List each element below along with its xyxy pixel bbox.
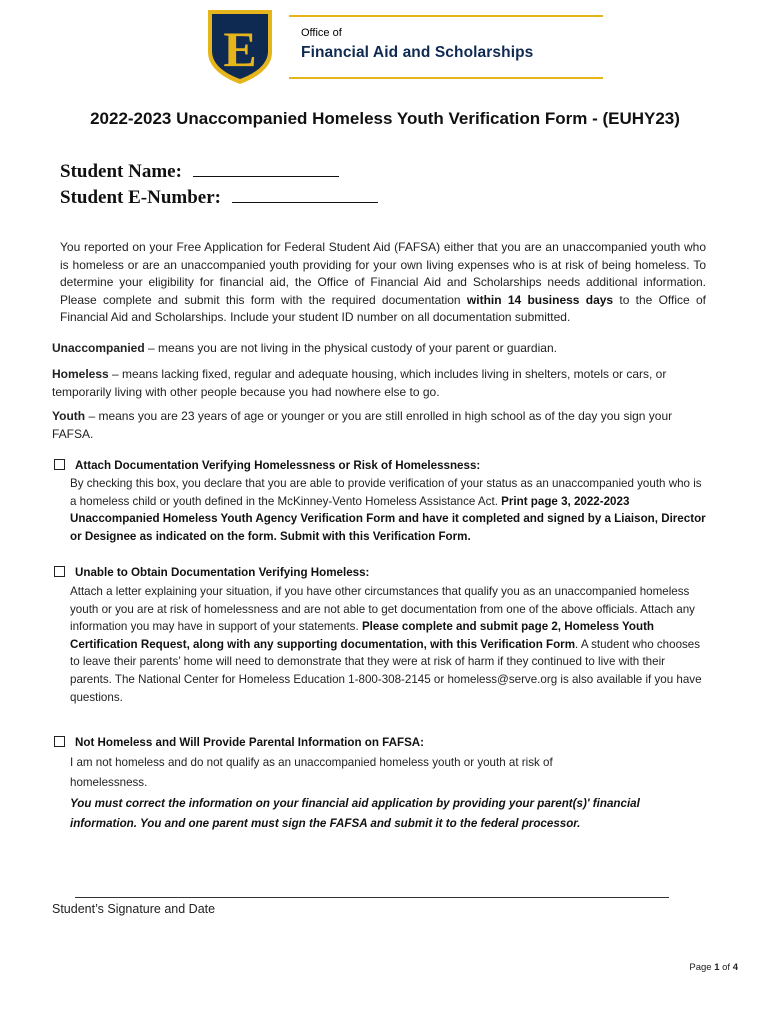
student-enumber-blank[interactable]: [232, 188, 378, 203]
option-instruction: Please complete and submit page 2, Homeless Youth Certification Request, along with any supporting documentation, with this Verification Form: [70, 620, 655, 651]
signature-line[interactable]: [75, 897, 669, 898]
definition-text: – means you are not living in the physical custody of your parent or guardian.: [148, 341, 557, 355]
form-title: 2022-2023 Unaccompanied Homeless Youth Verification Form - (EUHY23): [90, 109, 680, 128]
checkbox-attach-documentation[interactable]: [54, 459, 65, 470]
student-name-field: [60, 161, 339, 183]
header-bottom-rule: [289, 77, 603, 79]
option-heading: Attach Documentation Verifying Homelessness or Risk of Homelessness:: [75, 459, 481, 472]
option-body: [70, 475, 706, 545]
intro-text: You reported on your Free Application for Federal Student Aid (FAFSA) either that you are an unaccompanied youth who is homeless or are an unaccompanied youth providing for your own living expenses who is at risk of being homeless. To determine your eligibility for financial aid, the Office of Financial Aid and Scholarships needs additional information. Please complete and submit this form with the required documentation: [60, 240, 706, 307]
option-text: I am not homeless and do not qualify as an unaccompanied homeless youth or youth at risk of homelessness.: [70, 756, 553, 789]
signature-label: Student’s Signature and Date: [52, 902, 216, 916]
option-heading: Not Homeless and Will Provide Parental Information on FAFSA:: [75, 736, 425, 749]
definition-unaccompanied: [52, 340, 712, 358]
option-instruction: Print page 3, 2022-2023 Unaccompanied Homeless Youth Agency Verification Form and have it completed and signed by a Liaison, Director or Designee as indicated on the form. Submit with this Verification Form.: [70, 494, 706, 543]
option-warning-text: You must correct the information on your financial aid application by providing your parent(s)' financial information. You and one parent must sign the FAFSA and submit it to the federal processor.: [70, 797, 640, 830]
header-top-rule: [289, 15, 603, 17]
intro-text-end: to the Office of Financial Aid and Scholarships. Include your student ID number on all documentation submitted.: [60, 292, 707, 325]
option-text: By checking this box, you declare that you are able to provide verification of your status as an unaccompanied youth who is a homeless child or youth defined in the McKinney-Vento Homeless Assistance Act.: [70, 477, 702, 508]
office-of-label: Office of: [301, 27, 342, 39]
intro-deadline: within 14 business days: [466, 292, 614, 307]
option-text-end: . A student who chooses to leave their parents’ home will need to demonstrate that they were at risk of harm if they continued to live with their parents. The National Center for Homeless Education 1-800-308-2145 or homeless@serve.org is also available if you have questions.: [70, 637, 702, 704]
definition-term: Youth: [52, 409, 86, 423]
option-warning: [70, 794, 690, 834]
page-of: of: [722, 962, 731, 973]
page-total: 4: [732, 962, 738, 973]
definition-youth: [52, 408, 712, 443]
page-number: [0, 962, 738, 973]
definition-text: – means you are 23 years of age or younger or you are still enrolled in high school as of the day you sign your FAFSA.: [52, 409, 673, 441]
option-text: Attach a letter explaining your situation, if you have other circumstances that qualify you as an unaccompanied homeless youth or you are at risk of homelessness and are not able to get documentation from one of the above officials. Attach any information you may have in support of your statements.: [70, 585, 695, 634]
checkbox-not-homeless[interactable]: [54, 736, 65, 747]
definition-term: Unaccompanied: [52, 341, 145, 355]
page-word: Page: [689, 962, 712, 973]
definition-text: – means lacking fixed, regular and adequate housing, which includes living in shelters, motels or cars, or temporarily living with other people because you had nowhere else to go.: [52, 367, 667, 399]
page-current: 1: [714, 962, 720, 973]
office-name: Financial Aid and Scholarships: [301, 44, 534, 61]
option-body: [70, 583, 706, 706]
logo-letter: E: [223, 21, 257, 77]
student-enumber-field: [60, 187, 378, 209]
option-body: [70, 753, 630, 793]
student-name-blank[interactable]: [193, 162, 339, 177]
option-heading: Unable to Obtain Documentation Verifying Homeless:: [75, 566, 370, 579]
student-name-label: Student Name:: [60, 161, 182, 182]
definition-term: Homeless: [52, 367, 109, 381]
definition-homeless: [52, 366, 712, 401]
checkbox-unable-to-obtain[interactable]: [54, 566, 65, 577]
intro-paragraph: [60, 239, 706, 327]
student-enumber-label: Student E-Number:: [60, 187, 221, 208]
etsu-logo: [206, 8, 274, 86]
